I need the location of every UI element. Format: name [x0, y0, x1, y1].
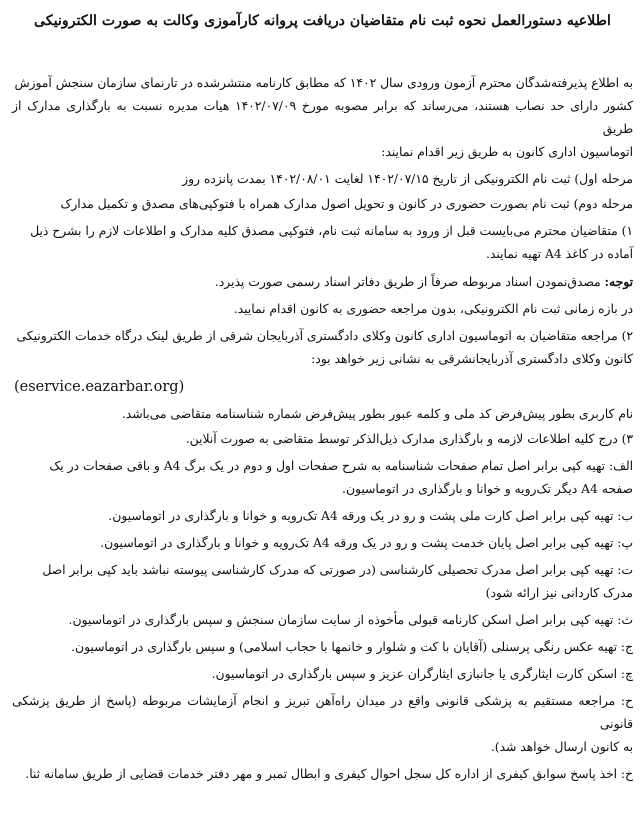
intro-line: کشور دارای حد نصاب هستند، می‌رساند که برابر مصوبه مورخ ۱۴۰۲/۰۷/۰۹ هیات مدیره نسبت به بارگذاری مدارک از طریق: [12, 99, 633, 136]
intro-line: به اطلاع پذیرفته‌شدگان محترم آزمون ورودی سال ۱۴۰۲ که مطابق کارنامه منتشرشده در تارنمای سازمان سنجش آموزش: [14, 76, 633, 90]
stage-two: مرحله دوم) ثبت نام بصورت حضوری در کانون و تحویل اصول مدارک همراه با فتوکپی‌های مصدق و تکمیل مدارک: [60, 197, 633, 211]
item-two: [12, 325, 633, 371]
page-title: اطلاعیه دستورالعمل نحوه ثبت نام متقاضیان دریافت پروانه کارآموزی وکالت به صورت الکترونیکی: [34, 13, 611, 29]
item-one: [12, 220, 633, 266]
list-item-line: مدرک کاردانی نیز ارائه شود): [485, 586, 633, 600]
item-one-line: آماده در کاغذ A4 تهیه نمایند.: [485, 247, 633, 261]
list-item: [12, 505, 633, 528]
note-two: در بازه زمانی ثبت نام الکترونیکی، بدون مراجعه حضوری به کانون اقدام نمایید.: [233, 302, 633, 316]
document-list: [12, 455, 633, 786]
list-item-line: ب: تهیه کپی برابر اصل کارت ملی پشت و رو در یک ورقه A4 تک‌رویه و خوانا و بارگذاری در اتوماسیون.: [108, 509, 633, 523]
list-item-line: ت: تهیه کپی برابر اصل مدرک تحصیلی کارشناسی (در صورتی که مدرک کارشناسی پیوسته نباشد باید کپی برابر اصل: [42, 563, 633, 577]
list-item-line: پ: تهیه کپی برابر اصل پایان خدمت پشت و رو در یک ورقه A4 تک‌رویه و خوانا و بارگذاری در اتوماسیون.: [100, 536, 633, 550]
eservice-url[interactable]: (eservice.eazarbar.org): [14, 379, 185, 395]
list-item: [12, 609, 633, 632]
list-item-line: ح: مراجعه مستقیم به پزشکی قانونی واقع در میدان راه‌آهن تبریز و انجام آزمایشات مربوطه (پاسخ از طریق پزشکی قانونی: [12, 694, 633, 731]
document-body: [12, 72, 633, 786]
list-item: [12, 763, 633, 786]
list-item: [12, 636, 633, 659]
item-two-line: کانون وکلای دادگستری آذربایجانشرقی به نشانی زیر خواهد بود:: [311, 352, 633, 366]
list-item-line: چ: اسکن کارت ایثارگری یا جانبازی ایثارگران عزیز و سپس بارگذاری در اتوماسیون.: [211, 667, 633, 681]
item-one-line: ۱) متقاضیان محترم می‌بایست قبل از ورود به سامانه ثبت نام، فتوکپی مصدق کلیه مدارک و اطلاعات لازم را بشرح ذیل: [30, 224, 633, 238]
item-three: ۳) درج کلیه اطلاعات لازمه و بارگذاری مدارک ذیل‌الذکر توسط متقاضی به صورت آنلاین.: [185, 432, 633, 446]
note-paragraph: [12, 270, 633, 294]
list-item-line: خ: اخذ پاسخ سوابق کیفری از اداره کل سجل احوال کیفری و ابطال تمبر و مهر دفتر خدمات قضایی از طریق سامانه ثنا.: [25, 767, 633, 781]
list-item-line: به کانون ارسال خواهد شد).: [490, 740, 633, 754]
note-text: مصدق‌نمودن اسناد مربوطه صرفاً از طریق دفاتر اسناد رسمی صورت پذیرد.: [214, 275, 605, 289]
intro-paragraph: [12, 72, 633, 164]
username-note: نام کاربری بطور پیش‌فرض کد ملی و کلمه عبور بطور پیش‌فرض شماره شناسنامه متقاضی می‌باشد.: [121, 407, 633, 421]
list-item: [12, 455, 633, 501]
stage-one: مرحله اول) ثبت نام الکترونیکی از تاریخ ۱۴۰۲/۰۷/۱۵ لغایت ۱۴۰۲/۰۸/۰۱ بمدت پانزده روز: [182, 172, 633, 186]
list-item-line: صفحه A4 دیگر تک‌رویه و خوانا و بارگذاری در اتوماسیون.: [342, 482, 633, 496]
list-item-line: الف: تهیه کپی برابر اصل تمام صفحات شناسنامه به شرح صفحات اول و دوم در یک برگ A4 و باقی صفحات در یک: [49, 459, 633, 473]
list-item: [12, 663, 633, 686]
list-item: [12, 690, 633, 759]
note-label: توجه:: [604, 274, 633, 289]
list-item: [12, 559, 633, 605]
intro-line: اتوماسیون اداری کانون به طریق زیر اقدام نمایند:: [381, 145, 633, 159]
list-item-line: ج: تهیه عکس رنگی پرسنلی (آقایان با کت و شلوار و خانمها با حجاب اسلامی) و سپس بارگذاری در اتوماسیون.: [71, 640, 633, 654]
list-item-line: ث: تهیه کپی برابر اصل اسکن کارنامه قبولی مأخوذه از سایت سازمان سنجش و سپس بارگذاری در اتوماسیون.: [68, 613, 633, 627]
list-item: [12, 532, 633, 555]
item-two-line: ۲) مراجعه متقاضیان به اتوماسیون اداری کانون وکلای دادگستری آذربایجان شرقی از طریق لینک درگاه خدمات الکترونیکی: [16, 329, 633, 343]
